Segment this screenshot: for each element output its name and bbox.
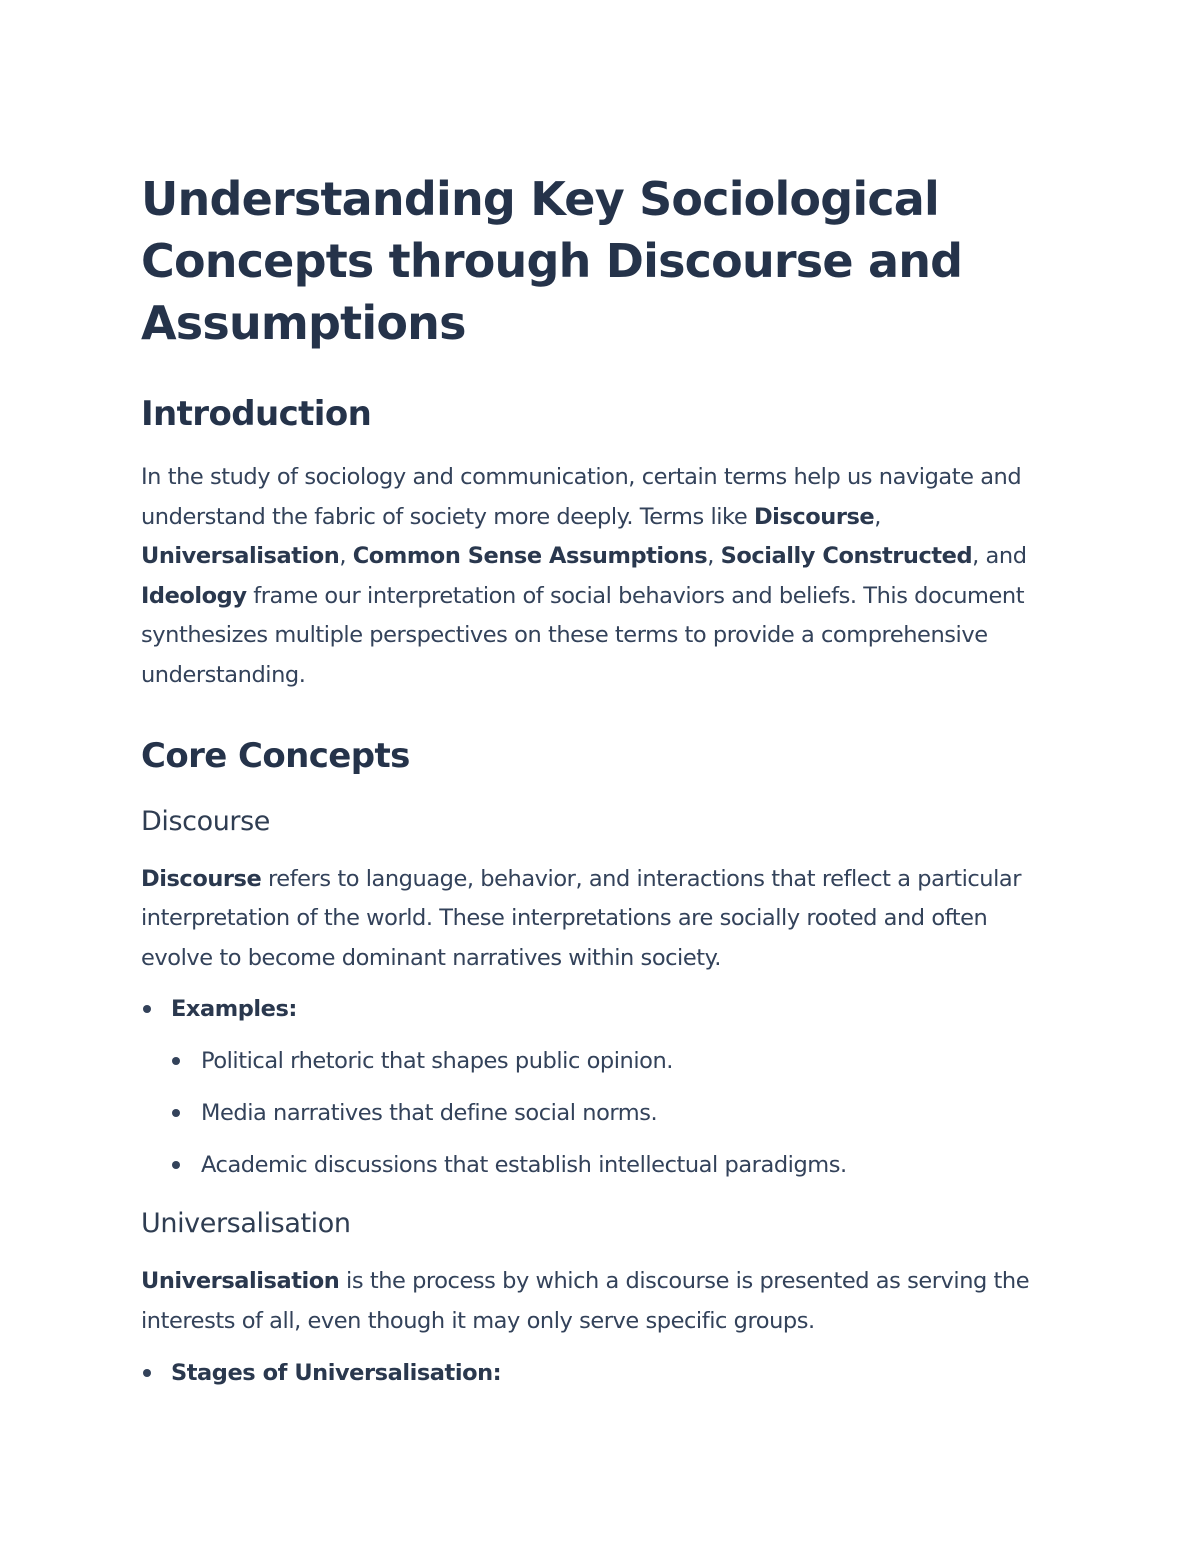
discourse-list: [141, 994, 1061, 1180]
list-item: [141, 1098, 1061, 1128]
document-title: Understanding Key Sociological Concepts through Discourse and Assumptions: [141, 172, 963, 350]
universalisation-list: [141, 1358, 1061, 1388]
list-item-stages: [141, 1358, 1061, 1388]
bullet-icon: [143, 1369, 151, 1377]
example-text: Media narratives that define social norms.: [201, 1100, 658, 1127]
list-item: [141, 1046, 1061, 1076]
document-page: [141, 168, 1061, 1388]
examples-label: Examples:: [171, 996, 297, 1023]
intro-term-universalisation: Universalisation: [141, 543, 340, 570]
discourse-definition: refers to language, behavior, and interactions that reflect a particular interpretation of the world. These interpretations are socially rooted and often evolve to become dominant narratives within society.: [141, 865, 1022, 971]
intro-term-socially-constructed: Socially Constructed: [720, 543, 973, 570]
intro-term-ideology: Ideology: [141, 582, 247, 609]
intro-separator: ,: [707, 543, 721, 570]
universalisation-paragraph: [141, 1262, 1061, 1341]
stages-label: Stages of Universalisation:: [171, 1359, 502, 1386]
introduction-heading: Introduction: [141, 394, 372, 434]
bullet-icon: [172, 1057, 180, 1065]
bullet-icon: [172, 1109, 180, 1117]
intro-term-common-sense: Common Sense Assumptions: [352, 543, 708, 570]
discourse-term: Discourse: [141, 865, 262, 892]
universalisation-term: Universalisation: [141, 1268, 340, 1295]
list-item: [141, 1150, 1061, 1180]
universalisation-heading: Universalisation: [141, 1208, 351, 1240]
discourse-heading: Discourse: [141, 805, 271, 837]
intro-separator: ,: [874, 503, 881, 530]
bullet-icon: [172, 1161, 180, 1169]
example-text: Political rhetoric that shapes public opinion.: [201, 1048, 673, 1075]
intro-term-discourse: Discourse: [753, 503, 875, 530]
list-item-examples: [141, 994, 1061, 1024]
intro-text-part2: frame our interpretation of social behaviors and beliefs. This document synthesizes multiple perspectives on these terms to provide a comprehensive understanding.: [141, 582, 1025, 688]
example-text: Academic discussions that establish intellectual paradigms.: [201, 1152, 847, 1179]
intro-separator: ,: [339, 543, 353, 570]
core-concepts-heading: Core Concepts: [141, 735, 410, 776]
universalisation-definition: is the process by which a discourse is presented as serving the interests of all, even though it may only serve specific groups.: [141, 1268, 1030, 1334]
intro-text-part1: In the study of sociology and communication, certain terms help us navigate and understand the fabric of society more deeply. Terms like: [141, 464, 1022, 530]
introduction-paragraph: [141, 458, 1061, 696]
discourse-paragraph: [141, 860, 1061, 979]
intro-separator: , and: [972, 543, 1027, 570]
bullet-icon: [143, 1005, 151, 1013]
